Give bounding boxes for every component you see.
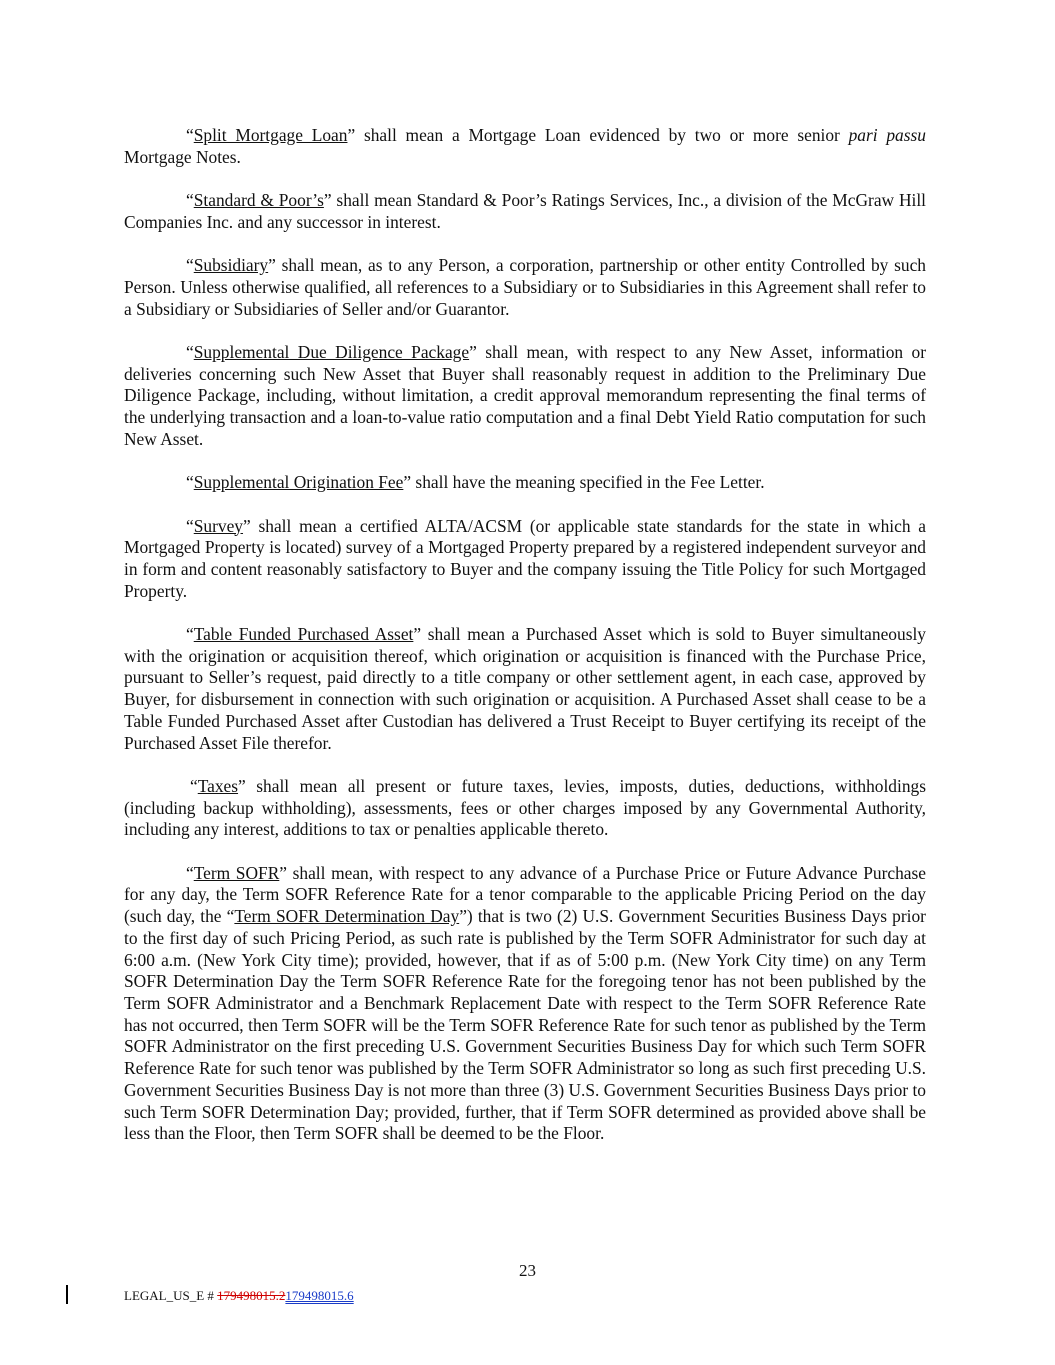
- inserted-document-id: 179498015.6: [285, 1288, 354, 1303]
- page-number: 23: [519, 1261, 536, 1280]
- open-quote: “: [186, 341, 194, 362]
- definition-text: ” shall have the meaning specified in the Fee Letter.: [403, 472, 765, 493]
- definition-standard-and-poors: [124, 190, 926, 233]
- open-quote: “: [186, 472, 194, 493]
- defined-term: Table Funded Purchased Asset: [193, 624, 414, 645]
- definition-term-sofr: [124, 863, 926, 1145]
- defined-term: Standard & Poor’s: [193, 190, 324, 211]
- open-quote: “: [186, 255, 194, 276]
- definition-text: ” shall mean a certified ALTA/ACSM (or applicable state standards for the state in which a Mortgaged Property is located) survey of a Mortgaged Property prepared by a registered independent surveyor and in form and content reasonably satisfactory to Buyer and the company issuing the Title Policy for such Mortgaged Property.: [124, 515, 926, 601]
- italic-phrase: pari passu: [848, 125, 926, 145]
- footer-prefix: LEGAL_US_E #: [124, 1288, 218, 1303]
- definition-supplemental-due-diligence-package: [124, 342, 926, 451]
- open-quote: “: [186, 515, 194, 536]
- open-quote: “: [186, 862, 194, 883]
- definition-text: ” shall mean, as to any Person, a corporation, partnership or other entity Controlled by such Person. Unless otherwise qualified, all references to a Subsidiary or to Subsidiaries in this Agreement shall refer to a Subsidiary or Subsidiaries of Seller and/or Guarantor.: [124, 255, 926, 319]
- definition-text: ” shall mean Standard & Poor’s Ratings Services, Inc., a division of the McGraw Hill Companies Inc. and any successor in interest.: [124, 190, 927, 232]
- definition-text: ” shall mean, with respect to any advance of a Purchase Price or Future Advance Purchase for any day, the Term SOFR Reference Rate for a tenor comparable to the applicable Pricing Period on the day (such day, the “: [124, 862, 926, 927]
- defined-term: Subsidiary: [193, 255, 269, 276]
- defined-term: Supplemental Origination Fee: [193, 472, 404, 493]
- definition-subsidiary: [124, 255, 926, 320]
- definition-split-mortgage-loan: [124, 125, 926, 168]
- deleted-document-id: 179498015.2: [217, 1288, 286, 1303]
- document-body: [124, 125, 926, 1167]
- defined-term: Split Mortgage Loan: [193, 125, 348, 145]
- document-id-footer: [124, 1288, 354, 1304]
- definition-taxes: [124, 776, 926, 841]
- definition-text: Mortgage Notes.: [124, 146, 241, 167]
- definition-text: ” shall mean all present or future taxes, levies, imposts, duties, deductions, withholdings (including backup withholding), assessments, fees or other charges imposed by any Governmental Authority, including any interest, additions to tax or penalties applicable thereto.: [124, 775, 926, 840]
- definition-text: ” shall mean a Mortgage Loan evidenced by two or more senior: [347, 125, 849, 145]
- definition-text: ” shall mean a Purchased Asset which is sold to Buyer simultaneously with the origination or acquisition thereof, which origination or acquisition is financed with the Purchase Price, pursuant to Seller’s request, paid directly to a title company or other settlement agent, in each case, approved by Buyer, for disbursement in connection with such origination or acquisition. A Purchased Asset shall cease to be a Table Funded Purchased Asset after Custodian has delivered a Trust Receipt to Buyer certifying its receipt of the Purchased Asset File therefor.: [124, 624, 926, 753]
- open-quote: “: [186, 190, 194, 211]
- definition-table-funded-purchased-asset: [124, 624, 926, 754]
- defined-subterm: Term SOFR Determination Day: [234, 906, 460, 927]
- definition-survey: [124, 516, 926, 603]
- revision-change-bar: [66, 1285, 68, 1304]
- open-quote: “: [186, 125, 194, 145]
- defined-term: Survey: [193, 515, 244, 536]
- defined-term: Taxes: [197, 775, 239, 796]
- definition-text: ” shall mean, with respect to any New Asset, information or deliveries concerning such New Asset that Buyer shall reasonably request in addition to the Preliminary Due Diligence Package, including, without limitation, a credit approval memorandum representing the final terms of the underlying transaction and a loan-to-value ratio computation and a final Debt Yield Ratio computation for such New Asset.: [124, 341, 927, 449]
- defined-term: Supplemental Due Diligence Package: [193, 341, 470, 362]
- definition-supplemental-origination-fee: [124, 472, 926, 494]
- open-quote: “: [190, 775, 198, 796]
- definition-text: ”) that is two (2) U.S. Government Securities Business Days prior to the first day of such Pricing Period, as such rate is published by the Term SOFR Administrator for such day at 6:00 a.m. (New York City time); provided, however, that if as of 5:00 p.m. (New York City time) on any Term SOFR Determination Day the Term SOFR Reference Rate for the foregoing tenor has not been published by the Term SOFR Administrator and a Benchmark Replacement Date with respect to the Term SOFR Reference Rate has not occurred, then Term SOFR will be the Term SOFR Reference Rate for such tenor as published by the Term SOFR Administrator on the first preceding U.S. Government Securities Business Day for which such Term SOFR Reference Rate for such tenor was published by the Term SOFR Administrator so long as such first preceding U.S. Government Securities Business Day is not more than three (3) U.S. Government Securities Business Days prior to such Term SOFR Determination Day; provided, further, that if Term SOFR determined as provided above shall be less than the Floor, then Term SOFR shall be deemed to be the Floor.: [124, 906, 926, 1144]
- defined-term: Term SOFR: [193, 862, 280, 883]
- open-quote: “: [186, 624, 194, 645]
